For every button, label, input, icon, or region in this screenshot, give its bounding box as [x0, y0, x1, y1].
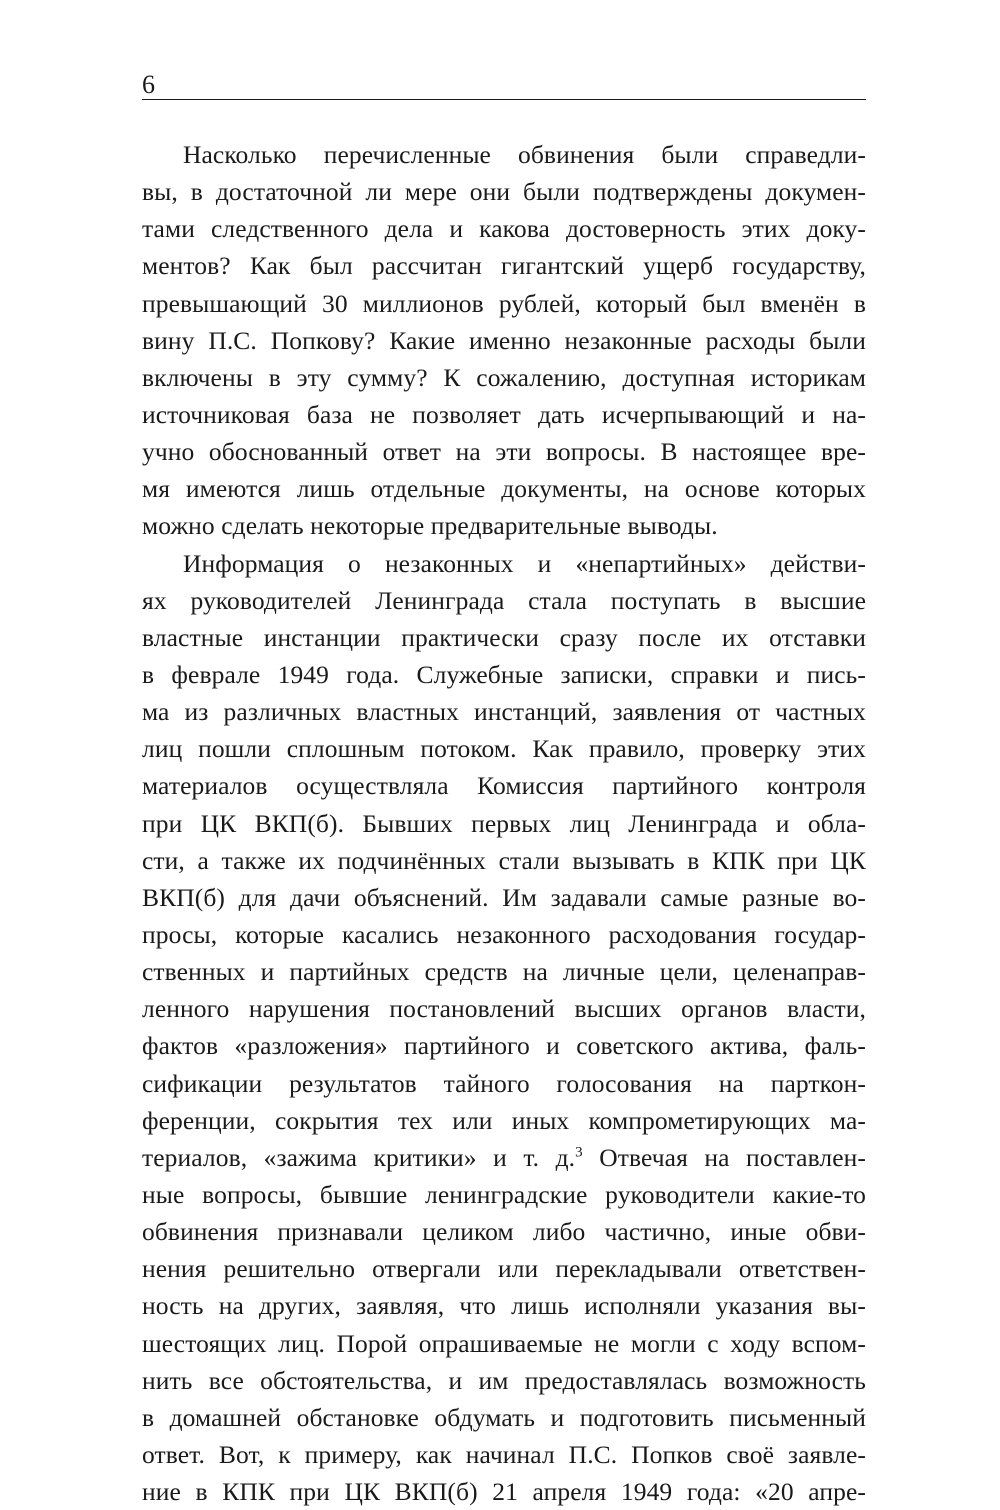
text-segment: Отвечая на поставлен-: [582, 1142, 866, 1172]
text-line: ленного нарушения постановлений высших органов власти,: [142, 994, 866, 1024]
text-line: ях руководителей Ленинграда стала поступать в высшие: [142, 585, 866, 615]
text-line: ференции, сокрытия тех или иных компрометирующих ма-: [142, 1105, 866, 1135]
paragraph-1: [142, 136, 866, 545]
text-line: учно обоснованный ответ на эти вопросы. В настоящее вре-: [142, 437, 866, 467]
text-line-with-footnote: [142, 1139, 866, 1176]
text-line: сификации результатов тайного голосования на парткон-: [142, 1068, 866, 1098]
text-line: нения решительно отвергали или перекладывали ответствен-: [142, 1254, 866, 1284]
text-line: ментов? Как был рассчитан гигантский ущерб государству,: [142, 251, 866, 281]
text-line: обвинения признавали целиком либо частично, иные обви-: [142, 1217, 866, 1247]
header-rule: [142, 99, 866, 100]
text-line: сти, а также их подчинённых стали вызывать в КПК при ЦК: [142, 845, 866, 875]
text-line: ма из различных властных инстанций, заявления от частных: [142, 697, 866, 727]
text-line: ВКП(б) для дачи объяснений. Им задавали самые разные во-: [142, 882, 866, 912]
body-text: [142, 136, 866, 1510]
text-segment: териалов, «зажима критики» и т. д.: [142, 1142, 576, 1172]
text-line: превышающий 30 миллионов рублей, который был вменён в: [142, 288, 866, 318]
text-line: мя имеются лишь отдельные документы, на основе которых: [142, 474, 866, 504]
footnote-ref[interactable]: 3: [575, 1144, 583, 1161]
text-line: ние в КПК при ЦК ВКП(б) 21 апреля 1949 года: «20 апре-: [142, 1477, 866, 1507]
text-line: при ЦК ВКП(б). Бывших первых лиц Ленинграда и обла-: [142, 808, 866, 838]
text-line: ответ. Вот, к примеру, как начинал П.С. Попков своё заявле-: [142, 1439, 866, 1469]
text-line: источниковая база не позволяет дать исчерпывающий и на-: [142, 399, 866, 429]
page-number: 6: [142, 70, 155, 99]
text-line: ные вопросы, бывшие ленинградские руководители какие-то: [142, 1179, 866, 1209]
text-line: шестоящих лиц. Порой опрашиваемые не могли с ходу вспом-: [142, 1328, 866, 1358]
text-line: фактов «разложения» партийного и советского актива, фаль-: [142, 1031, 866, 1061]
text-line: вы, в достаточной ли мере они были подтверждены докумен-: [142, 177, 866, 207]
text-line: можно сделать некоторые предварительные выводы.: [142, 511, 718, 541]
text-line: лиц пошли сплошным потоком. Как правило, проверку этих: [142, 734, 866, 764]
text-line: включены в эту сумму? К сожалению, доступная историкам: [142, 362, 866, 392]
text-line: в домашней обстановке обдумать и подготовить письменный: [142, 1402, 866, 1432]
text-line: вину П.С. Попкову? Какие именно незаконные расходы были: [142, 325, 866, 355]
text-line: в феврале 1949 года. Служебные записки, справки и пись-: [142, 659, 866, 689]
paragraph-2: [142, 545, 866, 1510]
text-line: просы, которые касались незаконного расходования государ-: [142, 919, 866, 949]
text-line: ственных и партийных средств на личные цели, целенаправ-: [142, 957, 866, 987]
text-line: Информация о незаконных и «непартийных» действи-: [183, 548, 866, 578]
text-line: властные инстанции практически сразу после их отставки: [142, 622, 866, 652]
text-line: Насколько перечисленные обвинения были справедли-: [183, 140, 866, 169]
text-line: материалов осуществляла Комиссия партийного контроля: [142, 771, 866, 801]
text-line: ность на других, заявляя, что лишь исполняли указания вы-: [142, 1291, 866, 1321]
text-line: тами следственного дела и какова достоверность этих доку-: [142, 214, 866, 244]
text-line: нить все обстоятельства, и им предоставлялась возможность: [142, 1365, 866, 1395]
